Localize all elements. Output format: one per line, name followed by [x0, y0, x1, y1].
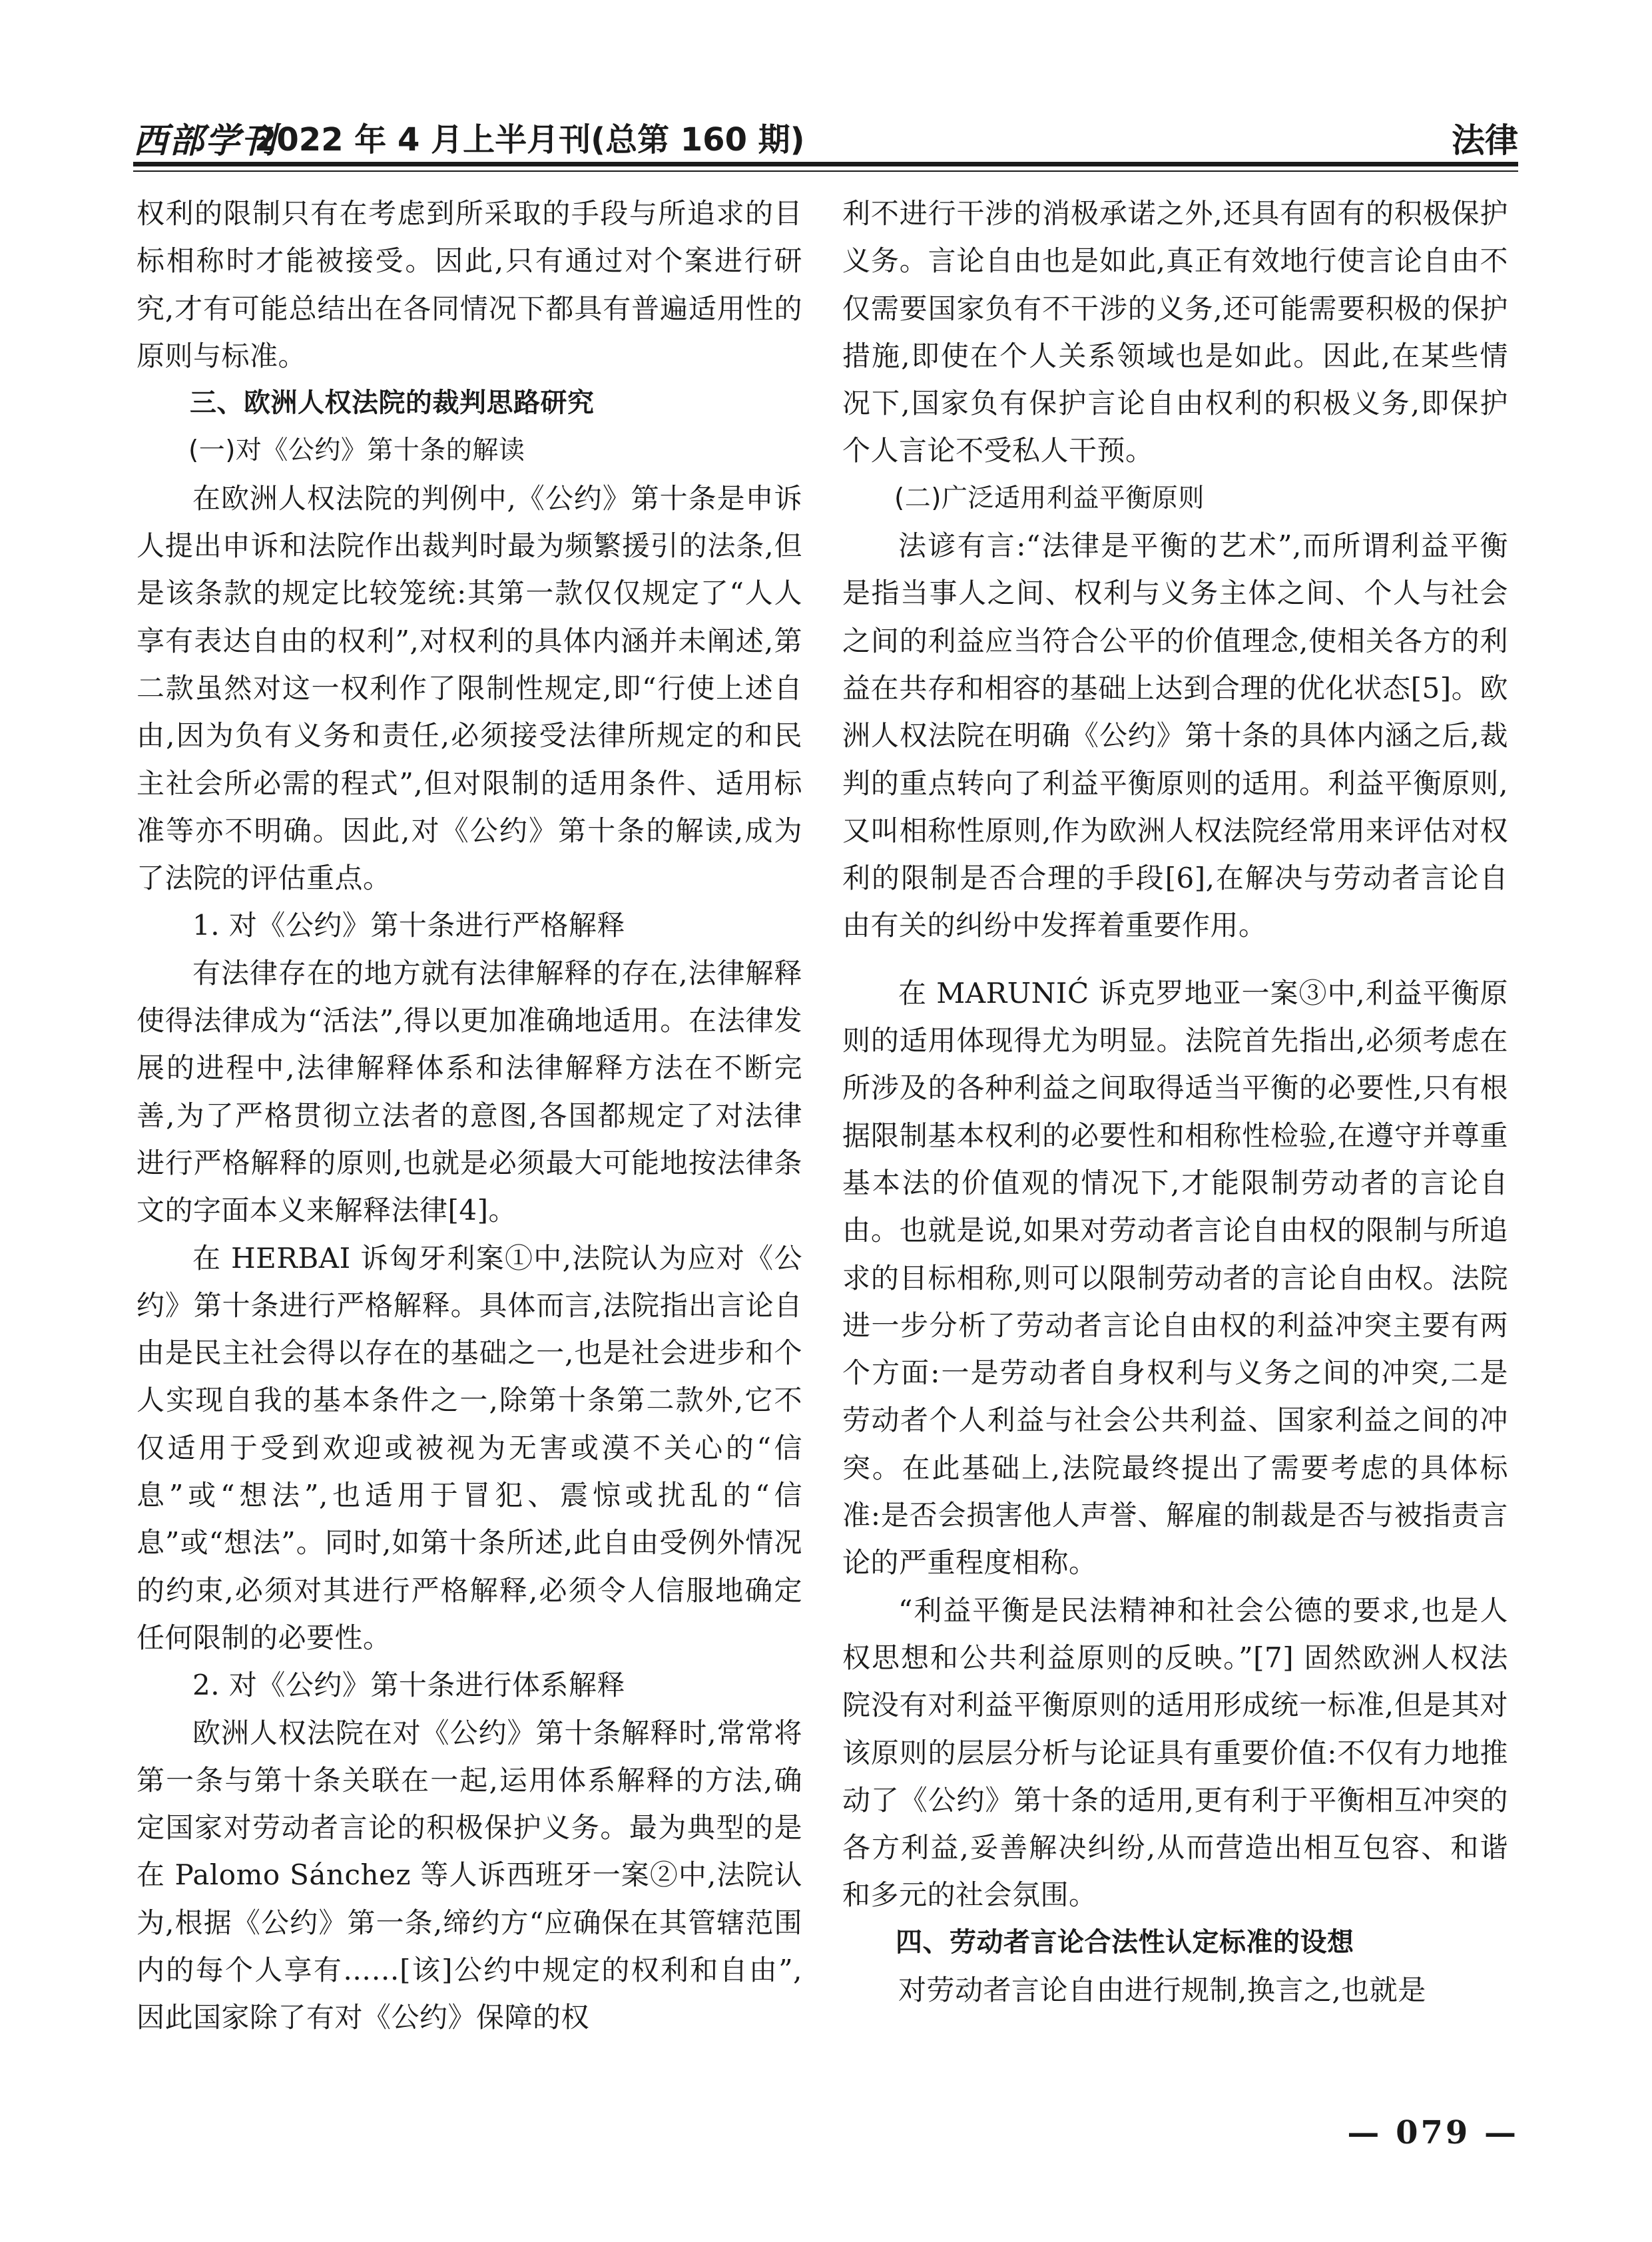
body-paragraph: 欧洲人权法院在对《公约》第十条解释时,常常将第一条与第十条关联在一起,运用体系解释的方法,确定国家对劳动者言论的积极保护义务。最为典型的是在 Palomo Sánchez 等人诉西班牙一案②中,法院认为,根据《公约》第一条,缔约方“应确保在其管辖范围内的每个人享有……[该]公约中规定的权利和自由”,因此国家除了有对《公约》保障的权 [137, 1716, 802, 2034]
body-paragraph: 2. 对《公约》第十条进行体系解释 [192, 1669, 625, 1702]
right-column [842, 190, 1508, 2014]
section-heading: 三、欧洲人权法院的裁判思路研究 [190, 388, 595, 419]
body-paragraph-continued: 利不进行干涉的消极承诺之外,还具有固有的积极保护义务。言论自由也是如此,真正有效地行使言论自由不仅需要国家负有不干涉的义务,还可能需要积极的保护措施,即使在个人关系领域也是如此。因此,在某些情况下,国家负有保护言论自由权利的积极义务,即保护个人言论不受私人干预。 [842, 197, 1508, 467]
body-paragraph: “利益平衡是民法精神和社会公德的要求,也是人权思想和公共利益原则的反映。”[7] 固然欧洲人权法院没有对利益平衡原则的适用形成统一标准,但是其对该原则的层层分析与论证具有重要价值:不仅有力地推动了《公约》第十条的适用,更有利于平衡相互冲突的各方利益,妥善解决纠纷,从而营造出相互包容、和谐和多元的社会氛围。 [842, 1593, 1508, 1912]
body-paragraph: 在 MARUNIĆ 诉克罗地亚一案③中,利益平衡原则的适用体现得尤为明显。法院首先指出,必须考虑在所涉及的各种利益之间取得适当平衡的必要性,只有根据限制基本权利的必要性和相称性检验,在遵守并尊重基本法的价值观的情况下,才能限制劳动者的言论自由。也就是说,如果对劳动者言论自由权的限制与所追求的目标相称,则可以限制劳动者的言论自由权。法院进一步分析了劳动者言论自由权的利益冲突主要有两个方面:一是劳动者自身权利与义务之间的冲突,二是劳动者个人利益与社会公共利益、国家利益之间的冲突。在此基础上,法院最终提出了需要考虑的具体标准:是否会损害他人声誉、解雇的制裁是否与被指责言论的严重程度相称。 [842, 976, 1508, 1579]
subsection-heading: (一)对《公约》第十条的解读 [188, 435, 525, 466]
running-header [133, 110, 1518, 161]
page-number: — 079 — [1347, 2114, 1519, 2151]
issue-info: 2022 年 4 月上半月刊(总第 160 期) [254, 121, 805, 158]
body-paragraph: 1. 对《公约》第十条进行严格解释 [192, 909, 625, 942]
body-paragraph: 在欧洲人权法院的判例中,《公约》第十条是申诉人提出申诉和法院作出裁判时最为频繁援引的法条,但是该条款的规定比较笼统:其第一款仅仅规定了“人人享有表达自由的权利”,对权利的具体内涵并未阐述,第二款虽然对这一权利作了限制性规定,即“行使上述自由,因为负有义务和责任,必须接受法律所规定的和民主社会所必需的程式”,但对限制的适用条件、适用标准等亦不明确。因此,对《公约》第十条的解读,成为了法院的评估重点。 [137, 481, 802, 895]
section-label: 法律 [1452, 121, 1518, 160]
left-column [137, 190, 802, 2042]
header-rule-thin [133, 170, 1518, 172]
section-heading: 四、劳动者言论合法性认定标准的设想 [896, 1926, 1354, 1958]
paragraph-gap [842, 950, 1508, 970]
body-paragraph: 在 HERBAI 诉匈牙利案①中,法院认为应对《公约》第十条进行严格解释。具体而言,法院指出言论自由是民主社会得以存在的基础之一,也是社会进步和个人实现自我的基本条件之一,除第十条第二款外,它不仅适用于受到欢迎或被视为无害或漠不关心的“信息”或“想法”,也适用于冒犯、震惊或扰乱的“信息”或“想法”。同时,如第十条所述,此自由受例外情况的约束,必须对其进行严格解释,必须令人信服地确定任何限制的必要性。 [137, 1241, 802, 1654]
body-paragraph: 法谚有言:“法律是平衡的艺术”,而所谓利益平衡是指当事人之间、权利与义务主体之间、个人与社会之间的利益应当符合公平的价值理念,使相关各方的利益在共存和相容的基础上达到合理的优化状态[5]。欧洲人权法院在明确《公约》第十条的具体内涵之后,裁判的重点转向了利益平衡原则的适用。利益平衡原则,又叫相称性原则,作为欧洲人权法院经常用来评估对权利的限制是否合理的手段[6],在解决与劳动者言论自由有关的纠纷中发挥着重要作用。 [842, 529, 1508, 942]
body-paragraph: 有法律存在的地方就有法律解释的存在,法律解释使得法律成为“活法”,得以更加准确地适用。在法律发展的进程中,法律解释体系和法律解释方法在不断完善,为了严格贯彻立法者的意图,各国都规定了对法律进行严格解释的原则,也就是必须最大可能地按法律条文的字面本义来解释法律[4]。 [137, 956, 802, 1227]
body-paragraph: 对劳动者言论自由进行规制,换言之,也就是 [898, 1973, 1426, 2006]
journal-logo: 西部学刊 [133, 121, 278, 161]
subsection-heading: (二)广泛适用利益平衡原则 [894, 483, 1205, 513]
header-rule-thick [133, 162, 1518, 166]
body-paragraph-continued: 权利的限制只有在考虑到所采取的手段与所追求的目标相称时才能被接受。因此,只有通过对个案进行研究,才有可能总结出在各同情况下都具有普遍适用性的原则与标准。 [137, 197, 802, 372]
